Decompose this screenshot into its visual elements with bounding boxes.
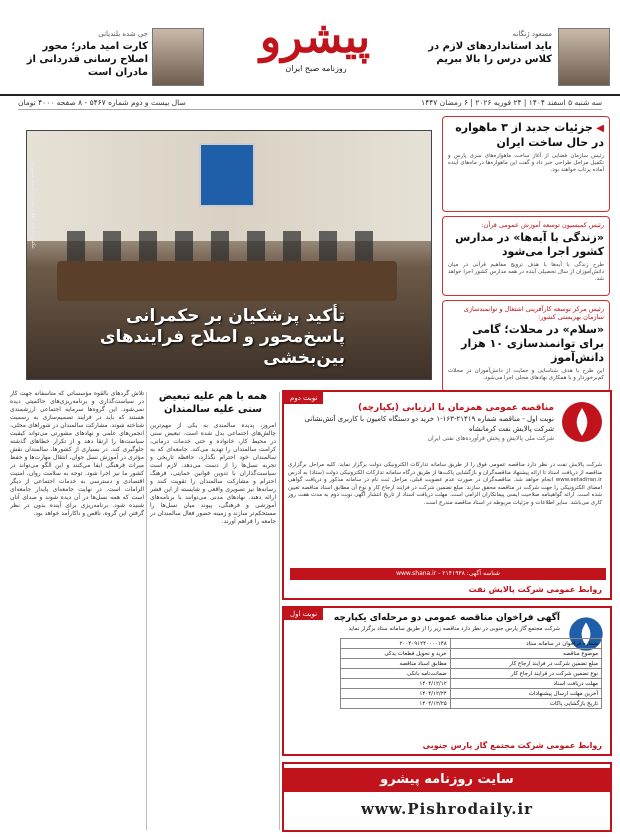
- portrait-photo-left: [152, 28, 204, 86]
- ad-company: شرکت ملی پالایش و پخش فرآورده‌های نفتی ایران: [427, 435, 554, 442]
- table-cell: موضوع مناقصه: [450, 649, 601, 659]
- brief-item[interactable]: [442, 216, 610, 296]
- ad-round-tag: نوبت دوم: [284, 392, 323, 404]
- ad-header: [290, 402, 554, 444]
- table-cell: ۲۰۰۴۰۹۱۲۴۰۰۰۰۱۴۸: [341, 639, 451, 649]
- tender-ad-1[interactable]: [282, 390, 612, 600]
- brief-text: رئیس سازمان فضایی از آغاز ساخت ماهواره‌های سری پارس و تکمیل مراحل طراحی خبر داد و گفت این ماهواره‌ها در ماه‌های آینده آماده پرتاب خواهند بود.: [448, 153, 604, 173]
- table-cell: ۱۴۰۴/۱۲/۲۵: [341, 699, 451, 709]
- ad-details-table: [340, 638, 602, 709]
- table-row: [341, 639, 602, 649]
- column-divider: [146, 392, 147, 830]
- article-middle: [150, 390, 276, 830]
- headline-kicker: جی شده بلندیانی: [98, 30, 148, 38]
- masthead-headline-left[interactable]: [14, 30, 148, 79]
- portrait-photo-right: [558, 28, 610, 86]
- table-row: [341, 659, 602, 669]
- banner-url[interactable]: www.Pishrodaily.ir: [360, 800, 534, 818]
- headline-title: باید استانداردهای لازم در کلاس درس را بالا ببریم: [428, 41, 552, 65]
- table-row: [341, 689, 602, 699]
- table-row: [341, 699, 602, 709]
- brief-text: این طرح با هدف شناسایی و حمایت از دانش‌آموزان در محلات کم‌برخوردار و با همکاری نهادهای محلی اجرا می‌شود.: [448, 368, 604, 381]
- dateline: [18, 98, 602, 110]
- table-cell: مطابق اسناد مناقصه: [341, 659, 451, 669]
- table-cell: ۱۴۰۴/۱۲/۲۴: [341, 689, 451, 699]
- issue-number: سال بیست و دوم شماره ۵۴۶۷ - ۸ صفحه ۴۰۰۰ تومان: [18, 98, 186, 107]
- table-row: [341, 679, 602, 689]
- photo-people: [67, 231, 387, 261]
- ad-body: شرکت پالایش نفت در نظر دارد مناقصه عمومی فوق را از طریق سامانه تدارکات الکترونیکی دولت برگزار نماید. کلیه مراحل برگزاری مناقصه از دریافت اسناد تا ارائه پیشنهاد مناقصه‌گران و بازگشایی پاکت‌ها از طریق درگاه سامانه تدارکات الکترونیکی دولت (ستاد) به آدرس www.setadiran.ir انجام خواهد شد. مناقصه‌گران در صورت عدم عضویت قبلی، مراحل ثبت نام در سامانه مذکور و دریافت گواهی امضای الکترونیکی را جهت شرکت در مناقصه محقق سازند. مبلغ تضمین شرکت در فرایند ارجاع کار و نوع آن مطابق اسناد مناقصه تعیین شده است. ارائه گواهینامه صلاحیت ایمنی پیمانکاران الزامی است. مهلت دریافت اسناد از تاریخ انتشار آگهی نوبت دوم به مدت هفت روز کاری می‌باشد. سایر اطلاعات و جزئیات مربوطه در اسناد مناقصه مندرج است.: [288, 462, 602, 506]
- brief-title: «زندگی با آیه‌ها» در مدارس کشور اجرا می‌شود: [455, 231, 604, 258]
- company-logo-icon: [558, 398, 606, 446]
- brief-kicker: رئیس کمیسیون توسعه آموزش عمومی قرآن:: [481, 221, 604, 229]
- masthead: [0, 0, 620, 96]
- ad-round-tag: نوبت اول: [284, 608, 323, 620]
- table-cell: مبلغ تضمین شرکت در فرایند ارجاع کار: [450, 659, 601, 669]
- lead-photo[interactable]: [26, 130, 432, 380]
- brief-text: طرح زندگی با آیه‌ها با هدف ترویج مفاهیم قرآنی در میان دانش‌آموزان از سال تحصیلی آینده در همه مدارس کشور اجرا خواهد شد.: [448, 262, 604, 282]
- table-cell: ۱۴۰۴/۱۲/۱۲: [341, 679, 451, 689]
- table-cell: نوع تضمین شرکت در فرایند ارجاع کار: [450, 669, 601, 679]
- brief-item[interactable]: [442, 300, 610, 392]
- ad-subtitle: نوبت اول - مناقصه شماره ۲۱۴۱۹-۱۶۳-۱ خرید دو دستگاه کامیون با کاربری آتش‌نشانی شرکت پالایش نفت کرمانشاه: [304, 415, 554, 433]
- ad-footer: روابط عمومی شرکت مجتمع گاز پارس جنوبی: [422, 741, 602, 750]
- masthead-headline-right[interactable]: [402, 30, 552, 66]
- table-cell: ضمانت‌نامه بانکی: [341, 669, 451, 679]
- table-row: [341, 669, 602, 679]
- brief-kicker: رئیس مرکز توسعه کارآفرینی اشتغال و توانمندسازی سازمان بهزیستی کشور:: [463, 305, 604, 321]
- ad-title: آگهی فراخوان مناقصه عمومی دو مرحله‌ای یکپارچه: [333, 613, 560, 623]
- column-divider: [279, 392, 280, 830]
- brief-item[interactable]: [442, 116, 610, 212]
- logo-subtitle: روزنامه صبح ایران: [285, 64, 347, 73]
- website-banner[interactable]: [282, 762, 612, 832]
- issue-date: سه شنبه ۵ اسفند ۱۴۰۴ | ۲۴ فوریه ۲۰۲۶ | ۶ رمضان ۱۴۴۷: [421, 98, 602, 107]
- brief-title: «سلام» در محلات؛ گامی برای توانمندسازی ۱۰ هزار دانش‌آموز: [461, 323, 604, 364]
- ad-title: مناقصه عمومی همزمان با ارزیابی (یکپارچه): [358, 403, 554, 413]
- photo-credit: عکس: پایگاه اطلاع‌رسانی ریاست جمهوری: [30, 161, 36, 250]
- ad-id-strip: شناسه آگهی: ۲۱۴۱۹۳۸ - www.shana.ir: [290, 568, 606, 580]
- newspaper-logo[interactable]: پیشرو: [259, 12, 371, 63]
- bullet-icon: ◀: [592, 123, 604, 134]
- headline-kicker: مسعود ژنگانه: [512, 30, 552, 38]
- table-cell: شماره فراخوان در سامانه ستاد: [450, 639, 601, 649]
- headline-title: کارت امید مادر؛ محور اصلاح رسانی قدردانی از مادران است: [26, 41, 148, 78]
- table-cell: تاریخ بازگشایی پاکات: [450, 699, 601, 709]
- table-cell: خرید و تحویل قطعات یدکی: [341, 649, 451, 659]
- banner-title: سایت روزنامه پیشرو: [284, 768, 610, 792]
- lead-headline[interactable]: تأکید پزشکیان بر حکمرانی پاسخ‌محور و اصلاح فرایندهای بین‌بخشی: [99, 306, 345, 368]
- photo-table: [57, 261, 397, 301]
- table-row: [341, 649, 602, 659]
- article-title[interactable]: همه با هم علیه تبعیض سنی علیه سالمندان: [158, 391, 268, 415]
- news-briefs-column: [442, 116, 610, 396]
- article-left-column: تلاش گردهای بالقوه مؤسساتی که متأسفانه جهت کار در سیاست‌گذاری و برنامه‌ریزی‌های حاکمیتی دیده نمی‌شود. این گروه‌ها سرمایه اجتماعی ارزشمندی هستند که باید در فرایند تصمیم‌سازی به رسمیت شناخته شوند. مشارکت سالمندان در شوراهای محلی، انجمن‌های علمی و نهادهای مشورتی می‌تواند کیفیت سیاست‌ها را ارتقا دهد و از تکرار خطاهای گذشته جلوگیری کند. در بسیاری از کشورها، سالمندان نقش مؤثری در آموزش نسل جوان، انتقال مهارت‌ها و حفظ میراث فرهنگی ایفا می‌کنند و این الگو می‌تواند در کشور ما نیز اجرا شود. توجه به سلامت روان، امنیت اقتصادی و دسترسی به خدمات اجتماعی از دیگر الزامات است. در نهایت جامعه‌ای پایدار جامعه‌ای است که همه نسل‌ها در آن دیده شوند و صدای آنان شنیده شود. برنامه‌ریزی برای آینده بدون در نظر گرفتن این گروه، ناقص و ناکارآمد خواهد بود.: [10, 390, 144, 517]
- flag-emblem-icon: [199, 143, 255, 207]
- table-cell: مهلت دریافت اسناد: [450, 679, 601, 689]
- article-body: امروز، پدیده سالمندی به یکی از مهم‌ترین چالش‌های اجتماعی بدل شده است. تبعیض سنی در محیط کار، خانواده و حتی خدمات درمانی، کرامت سالمندان را تهدید می‌کند. جامعه‌ای که به سالمندان خود احترام نگذارد، حافظه تاریخی و تجربه نسل‌ها را از دست می‌دهد. لازم است سیاست‌گذاران با تدوین قوانین حمایتی، فرهنگ احترام و مشارکت سالمندان را تقویت کنند و رسانه‌ها نیز تصویری واقعی و شایسته از این قشر ارائه دهند. نهادهای مدنی می‌توانند با برنامه‌های آموزشی و فرهنگی، پیوند میان نسل‌ها را مستحکم‌تر سازند و زمینه حضور فعال سالمندان در جامعه را فراهم آورند.: [150, 422, 276, 525]
- tender-ad-2[interactable]: [282, 606, 612, 756]
- ad-subtitle: شرکت مجتمع گاز پارس جنوبی در نظر دارد مناقصه زیر را از طریق سامانه ستاد برگزار نماید: [348, 626, 560, 632]
- ad-footer: روابط عمومی شرکت پالایش نفت: [468, 585, 602, 594]
- brief-title: ◀ جزئیات جدید از ۳ ماهواره در حال ساخت ایران: [455, 121, 604, 149]
- table-cell: آخرین مهلت ارسال پیشنهادات: [450, 689, 601, 699]
- ad-header: [290, 612, 560, 634]
